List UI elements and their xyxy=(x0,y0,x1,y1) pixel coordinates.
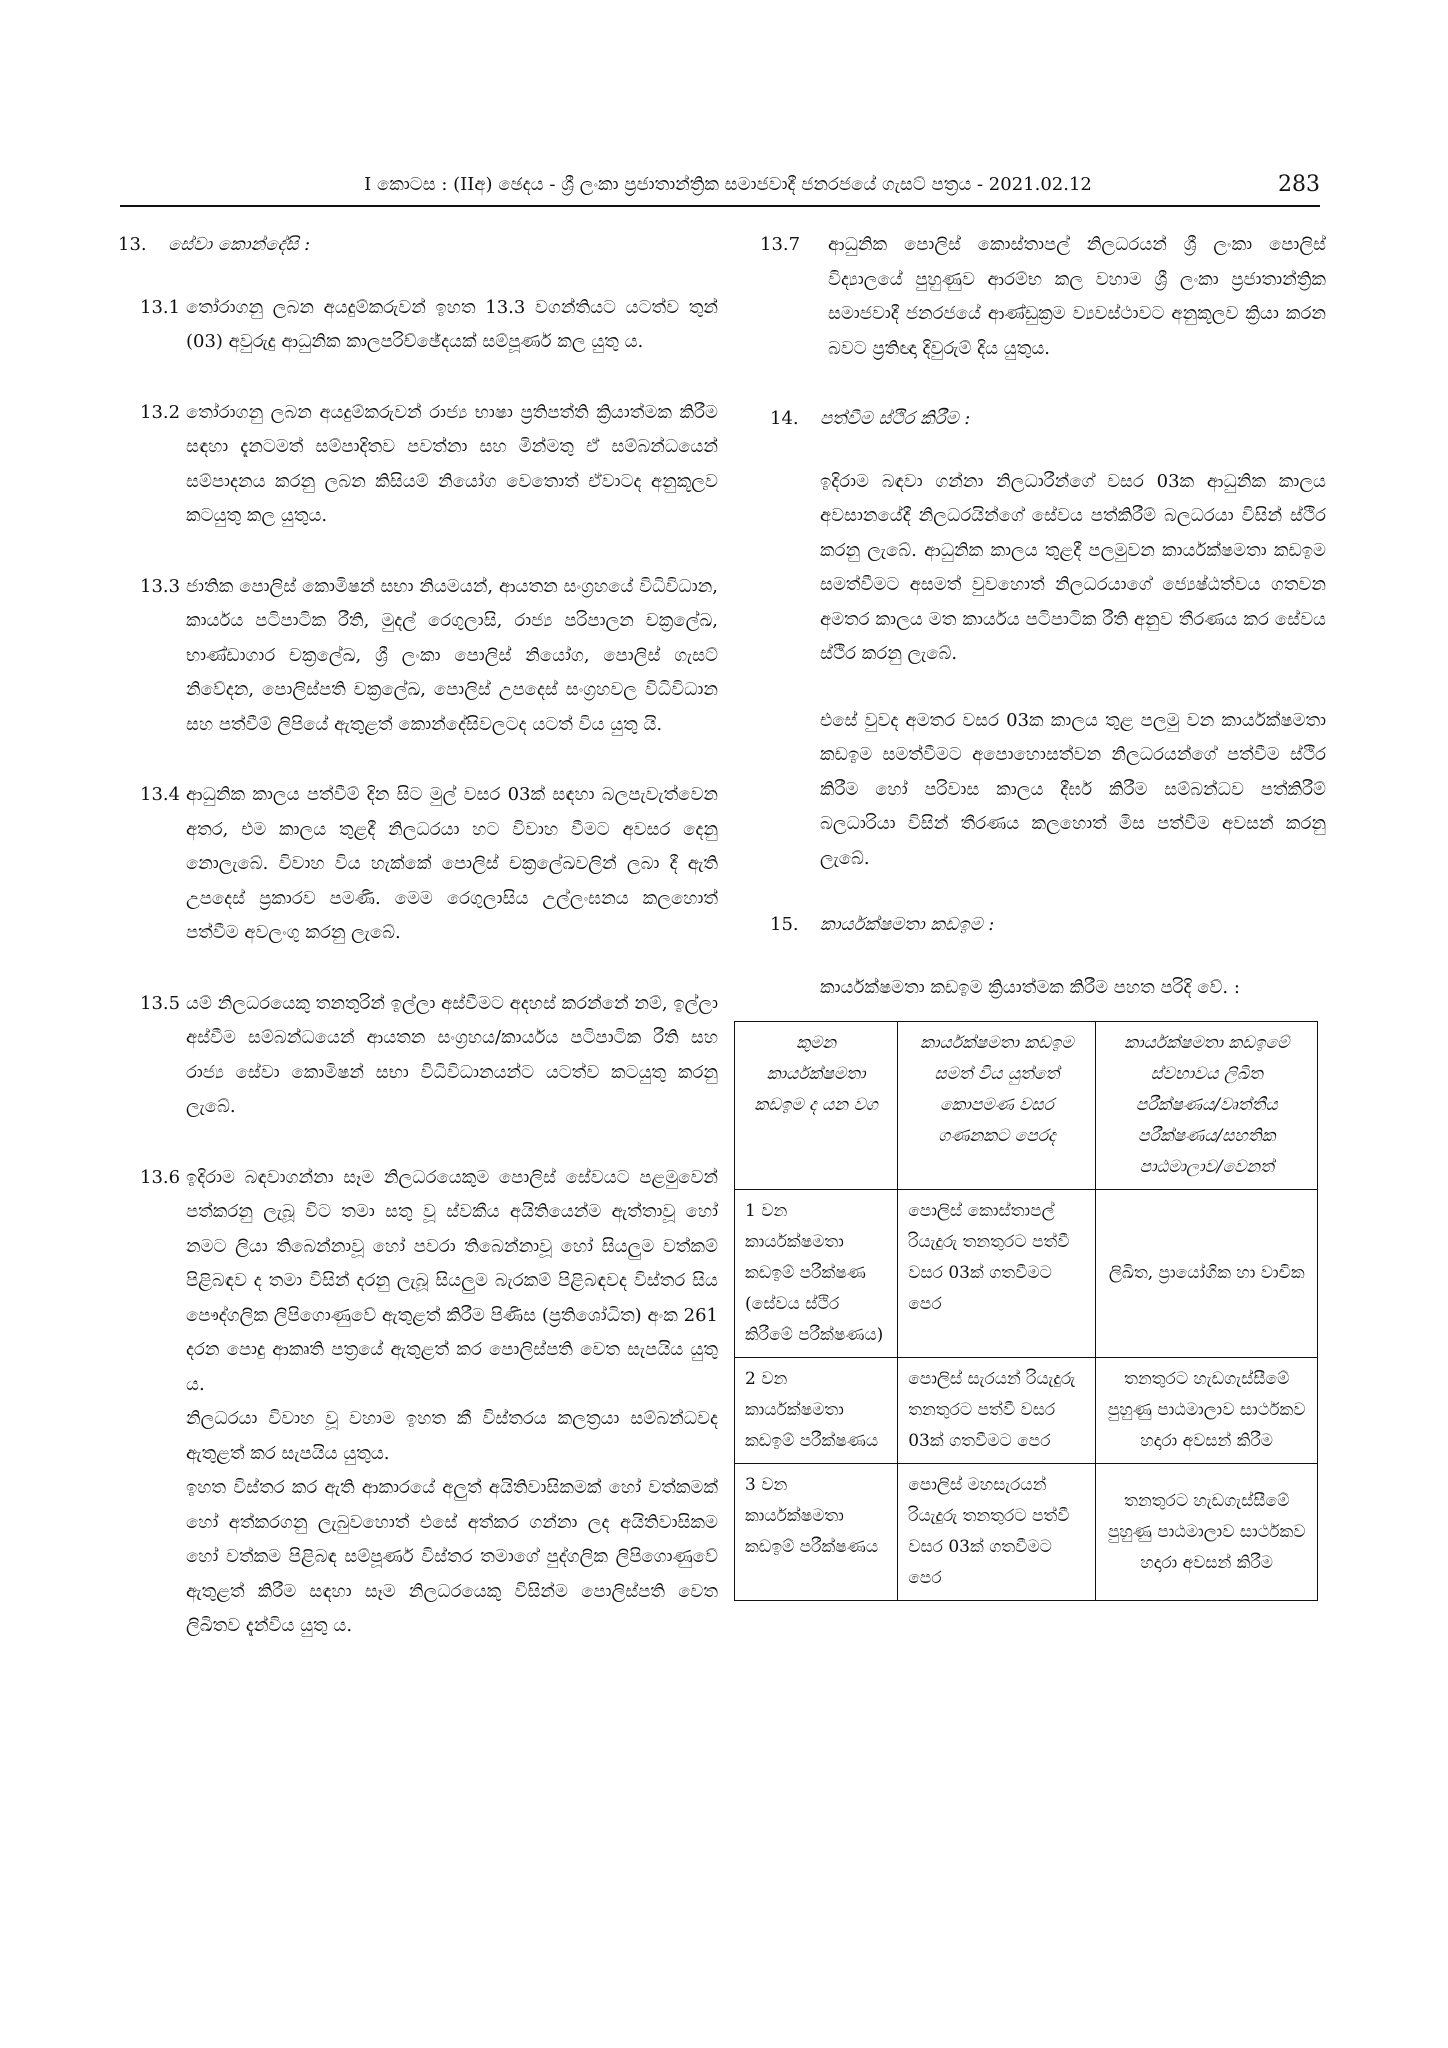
clause-13-2-text: තෝරාගනු ලබන අයදුම්කරුවන් රාජ්‍ය භාෂා ප්‍රතිපත්ති ක්‍රියාත්මක කිරීම සඳහා දැනටමත් සම්පාදිතව පවත්නා සහ මින්මතු ඒ සම්බන්ධයෙන් සම්පාදනය කරනු ලබන කිසියම් නියෝග වෙතොත් ඒවාටද අනුකූලව කටයුතු කල යුතුය. xyxy=(186,401,718,526)
section-13-title: සේවා කොන්දේසි : xyxy=(168,234,311,255)
clause-13-2 xyxy=(118,396,718,534)
clause-13-1-text: තෝරාගනු ලබන අයදුම්කරුවන් ඉහත 13.3 වගන්තියට යටත්ව තුන් (03) අවුරුදු ආධුනික කාලපරිච්ඡේදයක් සම්පූර්ණ කල යුතු ය. xyxy=(186,296,718,352)
clause-13-5-number: 13.5 xyxy=(140,992,181,1014)
clause-13-7-text: ආධුනික පොලිස් කොස්තාපල් නිලධරයන් ශ්‍රී ලංකා පොලිස් විද්‍යාලයේ පුහුණුව ආරම්භ කල වහාම ශ්‍රී ලංකා ප්‍රජාතාන්ත්‍රික සමාජවාදී ජනරජයේ ආණ්ඩුක්‍රම ව්‍යවස්ථාවට අනුකූලව ක්‍රියා කරන බවට ප්‍රතිඥා දිවුරුම් දිය යුතුය. xyxy=(828,234,1326,359)
table-cell: පොලිස් සැරයන් රියැදුරු තනතුරට පත්වී වසර 03ක් ගතවීමට පෙර xyxy=(898,1358,1096,1464)
section-14-number: 14. xyxy=(770,408,799,429)
header-title: I කොටස : (IIඅ) ඡෙදය - ශ්‍රී ලංකා ප්‍රජාතාන්ත්‍රික සමාජවාදී ජනරජයේ ගැසට් පත්‍රය - 2021.02.12 xyxy=(364,174,1092,195)
section-15-intro: කාර්යක්ෂමතා කඩඉම ක්‍රියාත්මක කිරීම පහත පරිදි වේ. : xyxy=(820,976,1240,998)
right-column xyxy=(745,228,1326,1601)
section-15-title: කාර්යක්ෂමතා කඩඉම : xyxy=(820,914,995,935)
section-15-heading xyxy=(760,908,1326,943)
left-column xyxy=(118,228,718,1680)
table-cell: තනතුරට හැඩගැස්සීමේ පුහුණු පාඨමාලාව සාර්ථකව හදාරා අවසන් කිරීම xyxy=(1096,1464,1318,1601)
page-number: 283 xyxy=(1278,172,1320,197)
clause-13-6-text-3: ඉහත විස්තර කර ඇති ආකාරයේ අලුත් අයිතිවාසිකමක් හෝ වත්කමක් හෝ අත්කරගනු ලැබුවහොත් එසේ අත්කර ගන්නා ලද අයිතිවාසිකම හෝ වත්කම පිළිබඳ සම්පූර්ණ විස්තර තමාගේ පුද්ගලික ලිපිගොණුවේ ඇතුළත් කිරීම සඳහා සෑම නිලධරයෙකු විසින්ම පොලිස්පති වෙත ලිඛිතව දැන්විය යුතු ය. xyxy=(186,1477,718,1636)
clause-13-6-text: ඉදිරාම බඳවාගන්නා සෑම නිලධරයෙකුම පොලිස් සේවයට පළමුවෙන් පත්කරනු ලැබූ විට තමා සතු වූ ස්වකීය අයිතියෙන්ම ඇත්තාවූ හෝ නමට ලියා තිබෙන්නාවූ හෝ පවරා තිබෙන්නාවූ හෝ සියලුම වත්කම් පිළිබඳව ද තමා විසින් දරනු ලැබූ සියලුම බැරකම් පිළිබඳවද විස්තර සිය පෞද්ගලික ලිපිගොණුවේ ඇතුළත් කිරීම පිණිස (ප්‍රතිශෝධිත) අංක 261 දරන පොදු ආකෘති පත්‍රයේ ඇතුළත් කර පොලිස්පති වෙත සැපයිය යුතු ය. xyxy=(186,1166,718,1395)
clause-13-7-number: 13.7 xyxy=(760,234,801,255)
table-cell: 2 වන කාර්යක්ෂමතා කඩඉම් පරීක්ෂණය xyxy=(735,1358,898,1464)
table-row xyxy=(735,1464,1318,1601)
table-header-cell: කාර්යක්ෂමතා කඩඉමේ ස්වභාවය ලිඛිත පරීක්ෂණය/වෘත්තීය පරීක්ෂණය/සහතික පාඨමාලාව/වෙනත් xyxy=(1096,1022,1318,1190)
clause-13-6-text-2: නිලධරයා විවාහ වූ වහාම ඉහත කී විස්තරය කලත්‍රයා සම්බන්ධවද ඇතුළත් කර සැපයිය යුතුය. xyxy=(186,1408,718,1464)
table-header-cell: කුමන කාර්යක්ෂමතා කඩඉම ද යන වග xyxy=(735,1022,898,1190)
section-14-paragraph-1: ඉදිරාම බඳවා ගන්නා නිලධාරීන්ගේ වසර 03ක ආධුනික කාලය අවසානයේදී නිලධරයින්ගේ සේවය පත්කිරීම් බලධරයා විසින් ස්ථිර කරනු ලැබේ. ආධුනික කාලය තුළදී පලමුවන කාර්යක්ෂමතා කඩඉම සමත්වීමට අසමත් වුවහොත් නිලධරයාගේ ජ්‍යෙෂ්ඨත්වය ගතවන අමතර කාලය මත කාර්යය පටිපාටික රීති අනුව තීරණය කර සේවය ස්ථිර කරනු ලැබේ. xyxy=(820,470,1326,664)
page-header xyxy=(120,165,1320,207)
clause-13-7 xyxy=(760,228,1326,366)
table-cell: පොලිස් කොස්තාපල් රියැදුරු තනතුරට පත්වී වසර 03ක් ගතවීමට පෙර xyxy=(898,1190,1096,1358)
section-14-heading xyxy=(760,402,1326,437)
section-13-heading xyxy=(118,228,718,263)
clause-13-4-text: ආධුනික කාලය පත්වීම් දින සිට මුල් වසර 03ක් සඳහා බලපැවැත්වෙන අතර, එම කාලය තුළදී නිලධරයා හට විවාහ වීමට අවසර දෙනු නොලැබේ. විවාහ විය හැක්කේ පොලිස් චක්‍රලේඛවලින් ලබා දී ඇති උපදෙස් ප්‍රකාරව පමණි. මෙම රෙගුලාසිය උල්ලංඝනය කලහොත් පත්වීම අවලංගු කරනු ලැබේ. xyxy=(186,784,718,943)
section-13-number: 13. xyxy=(118,234,147,255)
table-header-row xyxy=(735,1022,1318,1190)
table-cell: තනතුරට හැඩගැස්සීමේ පුහුණු පාඨමාලාව සාර්ථකව හදාරා අවසන් කිරීම xyxy=(1096,1358,1318,1464)
clause-13-6 xyxy=(118,1161,718,1644)
table-cell: පොලිස් මහසැරයන් රියැදුරු තනතුරට පත්වී වසර 03ක් ගතවීමට පෙර xyxy=(898,1464,1096,1601)
table-row xyxy=(735,1190,1318,1358)
table-cell: 3 වන කාර්යක්ෂමතා කඩඉම් පරීක්ෂණය xyxy=(735,1464,898,1601)
clause-13-4-number: 13.4 xyxy=(140,784,181,805)
clause-13-2-number: 13.2 xyxy=(140,401,181,423)
clause-13-3-number: 13.3 xyxy=(140,575,181,597)
clause-13-1-number: 13.1 xyxy=(140,296,181,318)
table-header-cell: කාර්යක්ෂමතා කඩඉම සමත් විය යුත්තේ කොපමණ වසර ගණනකට පෙරද xyxy=(898,1022,1096,1190)
section-14-paragraph-2: එසේ වුවද අමතර වසර 03ක කාලය තුළ පලමු වන කාර්යක්ෂමතා කඩඉම සමත්වීමට අපොහොසත්වන නිලධරයන්ගේ පත්වීම ස්ථිර කිරීම හෝ පරිවාස කාලය දීර්ඝ කිරීම සම්බන්ධව පත්කිරීම් බලධාරියා විසින් තීරණය කලහොත් මිස පත්වීම අවසන් කරනු ලැබේ. xyxy=(820,709,1326,869)
section-14-title: පත්වීම ස්ථිර කිරීම : xyxy=(820,408,971,429)
clause-13-6-number: 13.6 xyxy=(140,1166,181,1188)
clause-13-1 xyxy=(118,291,718,360)
clause-13-4 xyxy=(118,778,718,951)
table-row xyxy=(735,1358,1318,1464)
clause-13-3-text: ජාතික පොලිස් කොමිෂන් සභා නියමයන්, ආයතන සංග්‍රහයේ විධිවිධාන, කාර්යය පටිපාටික රීති, මුදල් රෙගුලාසි, රාජ්‍ය පරිපාලන චක්‍රලේඛ, භාණ්ඩාගාර චක්‍රලේඛ, ශ්‍රී ලංකා පොලිස් නියෝග, පොලිස් ගැසට් නිවේදන, පොලිස්පති චක්‍රලේඛ, පොලිස් උපදෙස් සංග්‍රහවල විධිවිධාන සහ පත්වීම් ලිපියේ ඇතුළත් කොන්දේසිවලටද යටත් විය යුතු යි. xyxy=(186,575,718,735)
section-15-number: 15. xyxy=(770,914,799,935)
clause-13-3 xyxy=(118,570,718,743)
table-cell: ලිඛිත, ප්‍රායෝගික හා වාචික xyxy=(1096,1190,1318,1358)
table-cell: 1 වන කාර්යක්ෂමතා කඩඉම් පරීක්ෂණ (සේවය ස්ථිර කිරීමේ පරීක්ෂණය) xyxy=(735,1190,898,1358)
clause-13-5-text: යම් නිලධරයෙකු තනතුරින් ඉල්ලා අස්වීමට අදහස් කරන්නේ නම්, ඉල්ලා අස්වීම සම්බන්ධයෙන් ආයතන සංග්‍රහය/කාර්යය පටිපාටික රීති සහ රාජ්‍ය සේවා කොමිෂන් සභා විධිවිධානයන්ට යටත්ව කටයුතු කරනු ලැබේ. xyxy=(186,992,718,1117)
clause-13-5 xyxy=(118,987,718,1125)
efficiency-bar-table xyxy=(734,1021,1318,1601)
